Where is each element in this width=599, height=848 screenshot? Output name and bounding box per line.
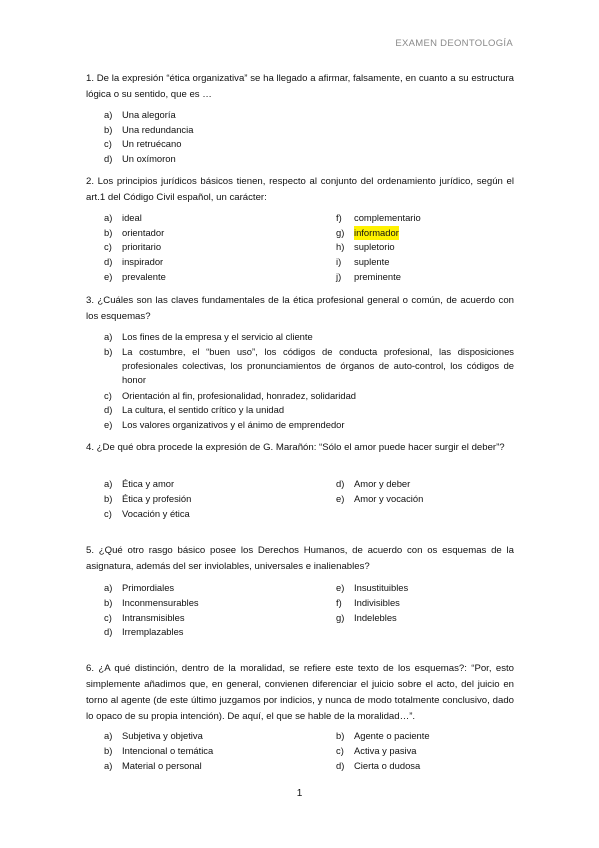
question-5: 5. ¿Qué otro rasgo básico posee los Derechos Humanos, de acuerdo con os esquemas de la asignatura, además del ser inviolables, universales e inalienables? [86,545,514,572]
question-6: 6. ¿A qué distinción, dentro de la moralidad, se refiere este texto de los esquemas?: “Por, esto simplemente añadimos que, en general, convienen diferenciar el juicio sobre el acto, del juicio en torno al agente (de este último juzgamos por indicios, y nunca de modo totalmente conclusivo, dado lo opaco de su propia intención). De aquí, el que se hable de la moralidad…”. [86,663,514,722]
question-2: 2. Los principios jurídicos básicos tienen, respecto al conjunto del ordenamiento jurídico, según el art.1 del Código Civil español, un carácter: [86,176,514,203]
question-4: 4. ¿De qué obra procede la expresión de G. Marañón: “Sólo el amor puede hacer surgir el deber”? [86,442,505,453]
option-2g-highlighted: informador [354,227,399,238]
question-3: 3. ¿Cuáles son las claves fundamentales de la ética profesional general o común, de acuerdo con los esquemas? [86,295,514,322]
exam-page: EXAMEN DEONTOLOGÍA 1. De la expresión “ética organizativa” se ha llegado a afirmar, falsamente, en cuanto a su estructura lógica o su sentido, que es … a) Una alegoría b) Una redundancia c) Un retruécano d) Un oxímoron 2. Los principios jurídicos básicos tienen, respecto al conjunto del ordenamiento jurídico, según el art.1 del Código Civil español, un carácter: a) ideal b) orientador c) prioritario d) inspirador e) prevalente f) complementario g) informador h) supletorio i) suplente j) preminente 3. ¿Cuáles son las claves fundamentales de la ética profesional general o común, de acuerdo con los esquemas? a) Los fines de la empresa y el servicio al cliente b) La costumbre, el “buen uso”, los códigos de conducta profesional, las disposiciones profesionales colectivas, los pronunciamientos de órganos de auto-control, los códigos de honor c) Orientación al fin, profesionalidad, honradez, solidaridad d) La cultura, el sentido crítico y la unidad e) Los valores organizativos y el ánimo de emprendedor 4. ¿De qué obra procede la expresión de G. Marañón: “Sólo el amor puede hacer surgir el deber”? a) Ética y amor b) Ética y profesión c) Vocación y ética d) Amor y deber e) Amor y vocación 5. ¿Qué otro rasgo básico posee los Derechos Humanos, de acuerdo con os esquemas de la asignatura, además del ser inviolables, universales e inalienables? a) Primordiales b) Inconmensurables c) Intransmisibles d) Irremplazables e) Insustituibles f) Indivisibles g) Indelebles 6. ¿A qué distinción, dentro de la moralidad, se refiere este texto de los esquemas?: “Por, esto simplemente añadimos que, en general, convienen diferenciar el juicio sobre el acto, del juicio en torno al agente (de este último juzgamos por indicios, y nunca de modo totalmente conclusivo, dado lo opaco de su propia intención). De aquí, el que se hable de la moralidad…”. a) Subjetiva y objetiva b) Intencional o temática a) Material o personal b) Agente o paciente c) Activa y pasiva d) Cierta o dudosa 1 [0,0,599,848]
option-3b: b) La costumbre, el “buen uso”, los códigos de conducta profesional, las disposiciones profesionales colectivas, los pronunciamientos de órganos de auto-control, los códigos de honor [104,346,514,385]
page-number: 1 [296,788,303,799]
question-1: 1. De la expresión “ética organizativa” se ha llegado a afirmar, falsamente, en cuanto a su estructura lógica o su sentido, que es … [86,73,514,100]
page-header: EXAMEN DEONTOLOGÍA [395,38,513,49]
